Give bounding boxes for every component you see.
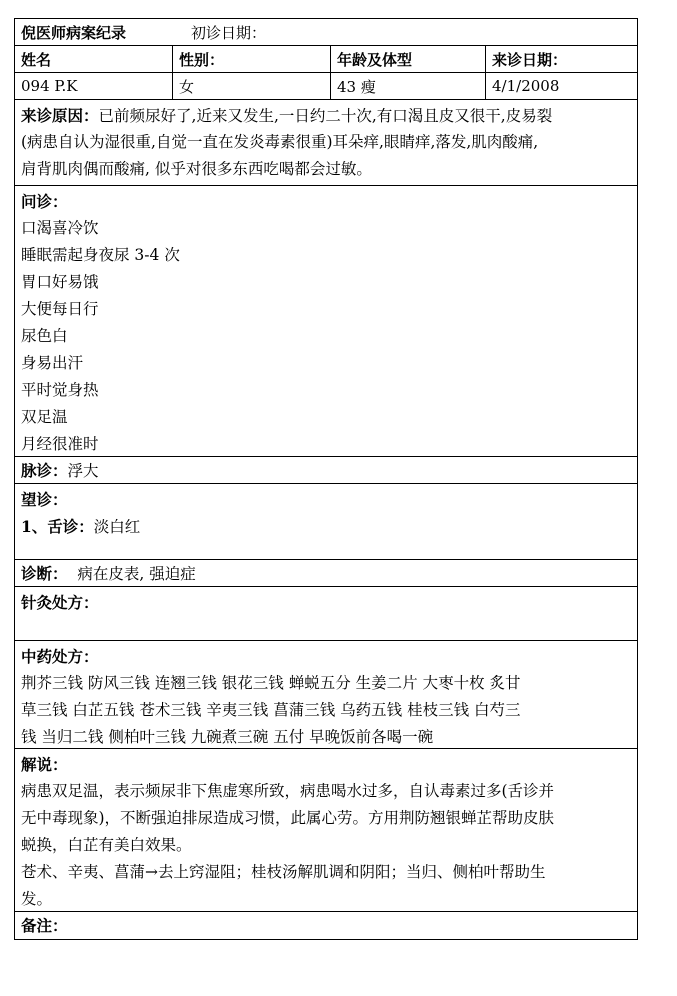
record-title: 倪医师病案纪录 [21,23,127,42]
explanation-line: 发。 [21,890,53,908]
name-label: 姓名 [15,46,173,72]
title-row [15,19,637,46]
diagnosis-section [15,560,637,587]
observation-label: 望诊： [21,490,68,509]
age-label: 年龄及体型 [331,46,486,72]
info-value-row [15,73,637,100]
reason-line: (病患自认为湿很重,自觉一直在发炎毒素很重)耳朵痒,眼睛痒,落发,肌肉酸痛, [21,133,539,151]
inquiry-item: 大便每日行 [21,300,99,318]
observation-section [15,484,637,560]
herbal-line: 荆芥三钱 防风三钱 连翘三钱 银花三钱 蝉蜕五分 生姜二片 大枣十枚 炙甘 [21,674,521,692]
reason-line: 已前频尿好了,近来又发生,一日约二十次,有口渴且皮又很干,皮易裂 [98,107,553,125]
inquiry-item: 双足温 [21,408,68,426]
inquiry-item: 尿色白 [21,327,68,345]
pulse-section [15,457,637,484]
explanation-line: 无中毒现象)，不断强迫排尿造成习惯，此属心劳。方用荆防翘银蝉芷帮助皮肤 [21,809,555,827]
reason-label: 来诊原因： [21,106,99,125]
name-value: 094 P.K [15,73,173,99]
diagnosis-value: 病在皮表, 强迫症 [77,565,196,583]
explanation-line: 病患双足温，表示频尿非下焦虚寒所致，病患喝水过多，自认毒素过多(舌诊并 [21,782,555,800]
visit-date-label: 来诊日期： [492,50,568,69]
explanation-line: 蜕换，白芷有美白效果。 [21,836,192,854]
first-visit-date-label: 初诊日期： [191,23,267,42]
explanation-section [15,749,637,912]
explanation-label: 解说： [21,755,68,774]
tongue-value: 淡白红 [93,518,141,536]
visit-date-value: 4/1/2008 [492,77,560,95]
diagnosis-label: 诊断： [21,564,68,583]
acupuncture-label: 针灸处方： [21,593,99,612]
pulse-label: 脉诊： [21,461,68,480]
explanation-line: 苍术、辛夷、菖蒲→去上窍湿阻；桂枝汤解肌调和阴阳；当归、侧柏叶帮助生 [21,863,546,881]
case-record-table [14,18,638,940]
inquiry-label: 问诊： [21,192,68,211]
herbal-label: 中药处方： [21,647,99,666]
inquiry-section [15,186,637,457]
reason-line: 肩背肌肉偶而酸痛, 似乎对很多东西吃喝都会过敏。 [21,160,372,178]
acupuncture-section [15,587,637,641]
inquiry-item: 月经很准时 [21,435,99,453]
gender-value: 女 [173,73,331,99]
remarks-label: 备注： [21,916,68,935]
gender-label: 性别： [173,46,331,72]
inquiry-item: 平时觉身热 [21,381,99,399]
herbal-line: 草三钱 白芷五钱 苍术三钱 辛夷三钱 菖蒲三钱 乌药五钱 桂枝三钱 白芍三 [21,701,521,719]
remarks-section [15,912,637,939]
inquiry-item: 胃口好易饿 [21,273,99,291]
inquiry-item: 口渴喜冷饮 [21,219,99,237]
inquiry-item: 身易出汗 [21,354,84,372]
inquiry-item: 睡眠需起身夜尿 3-4 次 [21,246,180,264]
info-header-row [15,46,637,73]
reason-section [15,100,637,186]
herbal-section [15,641,637,749]
tongue-label: 1、舌诊： [21,517,94,536]
age-value: 43 瘦 [331,73,486,99]
herbal-line: 钱 当归二钱 侧柏叶三钱 九碗煮三碗 五付 早晚饭前各喝一碗 [21,728,434,746]
pulse-value: 浮大 [67,462,99,480]
